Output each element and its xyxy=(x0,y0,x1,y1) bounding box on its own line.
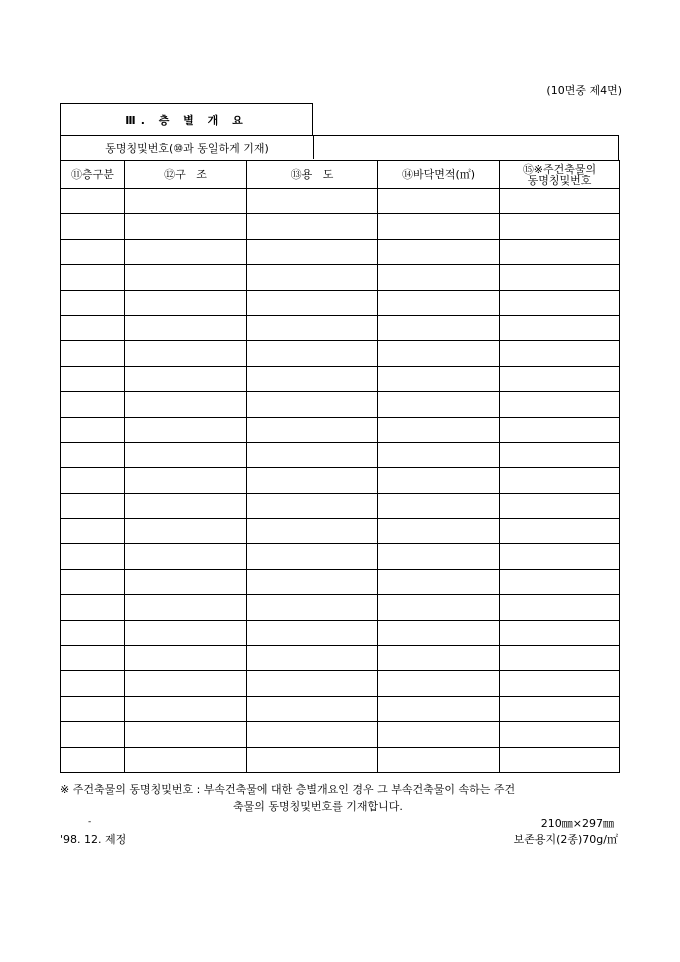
table-cell[interactable] xyxy=(125,290,247,315)
table-cell[interactable] xyxy=(61,468,125,493)
table-cell[interactable] xyxy=(247,442,378,467)
building-name-label: 동명칭및번호(⑩과 동일하게 기재) xyxy=(61,136,314,159)
table-cell[interactable] xyxy=(378,442,500,467)
table-cell[interactable] xyxy=(61,493,125,518)
table-row xyxy=(61,214,620,239)
table-cell[interactable] xyxy=(61,544,125,569)
table-row xyxy=(61,265,620,290)
table-cell[interactable] xyxy=(500,265,620,290)
table-cell[interactable] xyxy=(125,239,247,264)
table-cell[interactable] xyxy=(125,214,247,239)
table-cell[interactable] xyxy=(378,239,500,264)
table-cell[interactable] xyxy=(125,392,247,417)
table-row xyxy=(61,646,620,671)
table-cell[interactable] xyxy=(378,315,500,340)
table-cell[interactable] xyxy=(61,290,125,315)
table-cell[interactable] xyxy=(500,189,620,214)
table-cell[interactable] xyxy=(378,392,500,417)
table-cell[interactable] xyxy=(500,646,620,671)
table-row xyxy=(61,239,620,264)
building-name-row xyxy=(60,135,619,160)
table-cell[interactable] xyxy=(378,569,500,594)
table-cell[interactable] xyxy=(125,341,247,366)
table-cell[interactable] xyxy=(247,214,378,239)
table-cell[interactable] xyxy=(500,468,620,493)
table-cell[interactable] xyxy=(61,392,125,417)
table-cell[interactable] xyxy=(247,493,378,518)
table-cell[interactable] xyxy=(125,519,247,544)
table-cell[interactable] xyxy=(125,544,247,569)
table-cell[interactable] xyxy=(125,417,247,442)
enactment-date: '98. 12. 제정 xyxy=(60,833,127,846)
footnote-line-2: 축물의 동명칭및번호를 기재합니다. xyxy=(233,800,403,813)
table-cell[interactable] xyxy=(61,265,125,290)
table-cell[interactable] xyxy=(378,265,500,290)
table-row xyxy=(61,747,620,772)
table-cell[interactable] xyxy=(125,696,247,721)
table-cell[interactable] xyxy=(247,341,378,366)
table-cell[interactable] xyxy=(378,290,500,315)
table-cell[interactable] xyxy=(500,493,620,518)
table-cell[interactable] xyxy=(61,417,125,442)
page-number: (10면중 제4면) xyxy=(546,84,622,97)
table-cell[interactable] xyxy=(61,214,125,239)
table-cell[interactable] xyxy=(61,366,125,391)
table-cell[interactable] xyxy=(125,493,247,518)
table-cell[interactable] xyxy=(378,696,500,721)
table-cell[interactable] xyxy=(247,722,378,747)
table-cell[interactable] xyxy=(125,671,247,696)
table-cell[interactable] xyxy=(500,519,620,544)
floor-table xyxy=(60,160,620,773)
table-cell[interactable] xyxy=(378,189,500,214)
table-cell[interactable] xyxy=(247,392,378,417)
footnote-line-1: ※ 주건축물의 동명칭및번호 : 부속건축물에 대한 층별개요인 경우 그 부속건축물이 속하는 주건 xyxy=(60,783,516,796)
table-cell[interactable] xyxy=(378,671,500,696)
table-cell[interactable] xyxy=(378,493,500,518)
table-cell[interactable] xyxy=(125,468,247,493)
table-cell[interactable] xyxy=(378,646,500,671)
col-usage: ⑬용 도 xyxy=(247,161,378,189)
table-row xyxy=(61,696,620,721)
table-cell[interactable] xyxy=(61,315,125,340)
table-cell[interactable] xyxy=(61,189,125,214)
table-cell[interactable] xyxy=(247,595,378,620)
dash-mark: - xyxy=(88,817,92,827)
table-cell[interactable] xyxy=(125,646,247,671)
col-structure: ⑫구 조 xyxy=(125,161,247,189)
table-cell[interactable] xyxy=(61,696,125,721)
table-cell[interactable] xyxy=(500,392,620,417)
table-row xyxy=(61,595,620,620)
table-cell[interactable] xyxy=(61,747,125,772)
table-cell[interactable] xyxy=(61,646,125,671)
table-cell[interactable] xyxy=(500,595,620,620)
table-cell[interactable] xyxy=(247,671,378,696)
table-row xyxy=(61,189,620,214)
table-row xyxy=(61,519,620,544)
table-cell[interactable] xyxy=(61,239,125,264)
col-main-building: ⑮※주건축물의 동명칭및번호 xyxy=(500,161,620,189)
table-cell[interactable] xyxy=(500,569,620,594)
table-cell[interactable] xyxy=(247,696,378,721)
table-cell[interactable] xyxy=(378,620,500,645)
table-cell[interactable] xyxy=(61,519,125,544)
table-cell[interactable] xyxy=(247,646,378,671)
table-cell[interactable] xyxy=(247,417,378,442)
table-cell[interactable] xyxy=(500,417,620,442)
table-cell[interactable] xyxy=(500,620,620,645)
table-cell[interactable] xyxy=(378,747,500,772)
table-cell[interactable] xyxy=(61,442,125,467)
table-cell[interactable] xyxy=(61,595,125,620)
table-cell[interactable] xyxy=(125,620,247,645)
section-header xyxy=(60,103,619,160)
table-row xyxy=(61,544,620,569)
table-cell[interactable] xyxy=(378,366,500,391)
col-floor: ⑪층구분 xyxy=(61,161,125,189)
table-cell[interactable] xyxy=(378,595,500,620)
table-row xyxy=(61,315,620,340)
col-floor-area: ⑭바닥면적(㎡) xyxy=(378,161,500,189)
table-cell[interactable] xyxy=(125,569,247,594)
table-cell[interactable] xyxy=(500,442,620,467)
table-cell[interactable] xyxy=(378,214,500,239)
table-row xyxy=(61,569,620,594)
table-cell[interactable] xyxy=(378,722,500,747)
table-cell[interactable] xyxy=(125,366,247,391)
table-cell[interactable] xyxy=(500,544,620,569)
table-cell[interactable] xyxy=(125,595,247,620)
table-cell[interactable] xyxy=(247,290,378,315)
section-title: Ⅲ. 층 별 개 요 xyxy=(60,103,313,135)
table-cell[interactable] xyxy=(378,519,500,544)
table-cell[interactable] xyxy=(247,239,378,264)
paper-size: 210㎜×297㎜ xyxy=(540,817,614,830)
table-cell[interactable] xyxy=(247,366,378,391)
table-cell[interactable] xyxy=(125,315,247,340)
paper-spec: 보존용지(2종)70g/㎡ xyxy=(513,833,618,846)
table-cell[interactable] xyxy=(61,341,125,366)
table-row xyxy=(61,366,620,391)
table-cell[interactable] xyxy=(500,366,620,391)
table-cell[interactable] xyxy=(378,417,500,442)
table-row xyxy=(61,417,620,442)
table-cell[interactable] xyxy=(247,189,378,214)
table-cell[interactable] xyxy=(500,671,620,696)
table-cell[interactable] xyxy=(61,620,125,645)
table-row xyxy=(61,392,620,417)
table-cell[interactable] xyxy=(247,747,378,772)
table-row xyxy=(61,722,620,747)
table-header-row xyxy=(61,161,620,189)
table-row xyxy=(61,493,620,518)
table-cell[interactable] xyxy=(500,315,620,340)
table-cell[interactable] xyxy=(125,442,247,467)
table-cell[interactable] xyxy=(247,265,378,290)
table-cell[interactable] xyxy=(247,468,378,493)
table-cell[interactable] xyxy=(500,722,620,747)
table-cell[interactable] xyxy=(247,519,378,544)
table-body xyxy=(61,189,620,773)
table-row xyxy=(61,620,620,645)
table-cell[interactable] xyxy=(61,722,125,747)
footnote xyxy=(60,781,620,815)
table-cell[interactable] xyxy=(125,265,247,290)
table-cell[interactable] xyxy=(247,315,378,340)
table-cell[interactable] xyxy=(61,569,125,594)
table-cell[interactable] xyxy=(500,341,620,366)
table-cell[interactable] xyxy=(247,544,378,569)
table-cell[interactable] xyxy=(125,747,247,772)
table-row xyxy=(61,468,620,493)
table-cell[interactable] xyxy=(247,569,378,594)
table-cell[interactable] xyxy=(500,214,620,239)
table-cell[interactable] xyxy=(378,544,500,569)
table-cell[interactable] xyxy=(61,671,125,696)
table-cell[interactable] xyxy=(500,239,620,264)
table-cell[interactable] xyxy=(378,468,500,493)
table-cell[interactable] xyxy=(500,696,620,721)
table-cell[interactable] xyxy=(500,747,620,772)
table-cell[interactable] xyxy=(125,189,247,214)
table-cell[interactable] xyxy=(125,722,247,747)
table-cell[interactable] xyxy=(247,620,378,645)
table-row xyxy=(61,341,620,366)
table-row xyxy=(61,290,620,315)
table-cell[interactable] xyxy=(378,341,500,366)
table-row xyxy=(61,442,620,467)
table-row xyxy=(61,671,620,696)
table-cell[interactable] xyxy=(500,290,620,315)
